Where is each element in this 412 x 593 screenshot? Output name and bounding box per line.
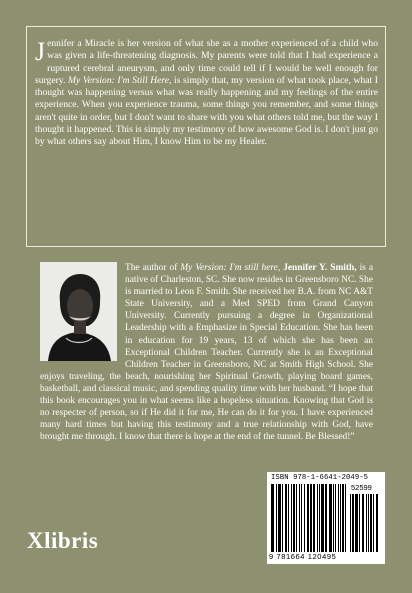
- barcode-digits: 9 781664 120495: [269, 552, 337, 561]
- isbn-barcode: [267, 472, 385, 564]
- barcode-bar: [338, 484, 339, 552]
- barcode-bar: [370, 494, 372, 552]
- barcode-bar: [299, 484, 300, 552]
- isbn-number: ISBN 978-1-6641-2049-5: [271, 474, 369, 482]
- blurb-text-2: is simply that, my version of what took place, what I thought was happening versus what was really happening and my feelings of the entire experience. When you experience trauma, some things you remember, and some things aren't quite in order, but I don't want to share with you what others told me, but the way I thought it happened. This is simply my testimony of how awesome God is. I don't just go by what others say about Him, I know Him to be my Healer.: [35, 74, 378, 148]
- barcode-bar: [293, 484, 295, 552]
- barcode-bar: [317, 484, 318, 552]
- barcode-bar: [373, 494, 374, 552]
- barcode-bar: [359, 494, 360, 552]
- barcode-bar: [310, 484, 312, 552]
- barcode-bar: [313, 484, 315, 552]
- barcode-bar: [362, 494, 364, 552]
- bio-intro: The author of: [125, 263, 181, 273]
- barcode-bar: [340, 484, 341, 552]
- barcode-bar: [350, 494, 351, 552]
- barcode-bar: [276, 484, 277, 552]
- blurb-book-title: My Version: I'm Still Here,: [67, 74, 172, 86]
- author-photo: [40, 262, 117, 361]
- ean-barcode-bars: [271, 484, 347, 552]
- barcode-bar: [285, 484, 287, 552]
- barcode-bar: [271, 484, 274, 552]
- bio-book-title: My Version: I'm still here,: [180, 263, 281, 273]
- barcode-bar: [345, 484, 346, 552]
- drop-cap: J: [35, 37, 46, 66]
- publisher-logo: Xlibris: [27, 528, 99, 553]
- barcode-bar: [355, 494, 358, 552]
- author-bio: [40, 262, 373, 443]
- barcode-bar: [288, 484, 289, 552]
- barcode-bar: [352, 494, 354, 552]
- barcode-bar: [296, 484, 297, 552]
- author-portrait-image: [40, 262, 117, 361]
- barcode-bar: [291, 484, 292, 552]
- barcode-bar: [366, 494, 367, 552]
- barcode-bar: [333, 484, 334, 552]
- barcode-bar: [319, 484, 320, 552]
- barcode-bar: [342, 484, 344, 552]
- barcode-bar: [376, 494, 378, 552]
- barcode-bar: [282, 484, 283, 552]
- price-addon-number: 52599: [351, 483, 372, 492]
- barcode-bar: [368, 494, 369, 552]
- barcode-bar: [335, 484, 336, 552]
- barcode-bar: [307, 484, 309, 552]
- barcode-bar: [325, 484, 327, 552]
- barcode-bar: [301, 484, 302, 552]
- barcode-bar: [278, 484, 281, 552]
- barcode-bar: [321, 484, 324, 552]
- barcode-bar: [329, 484, 332, 552]
- back-cover-blurb: [35, 38, 378, 149]
- barcode-bar: [304, 484, 305, 552]
- addon-barcode-bars: [350, 494, 380, 552]
- blurb-text-1: ennifer a Miracle is her version of what she as a mother experienced of a child who was given a life-threatening diagnosis. My parents were told that I had experience a ruptured cerebral aneurysm, and only time could tell if I would be well enough for surgery.: [35, 38, 378, 86]
- bio-text: is a native of Charleston, SC. She now resides in Greensboro NC. She is married to Leon F. Smith. She received her B.A. from NC A&T State University, and a Med SPED from Grand Canyon University. Currently pursuing a degree in Organizational Leadership with a Emphasize in Special Education. She has been in education for 19 years, 13 of which she has been an Exceptional Children Teacher. Currently she is an Exceptional Children Teacher in Greensboro, NC at Smith High School. She enjoys traveling, the beach, nourishing her Spiritual Growth, playing board games, basketball, and classical music, and spending quality time with her husband. “I hope that this book encourages you in what seems like a hopeless situation. Knowing that God is no respecter of person, so if He did it for me, He can do it for you. I have experienced many hard times but having this testimony and a true relationship with God, have brought me through. I know that there is hope at the end of the tunnel. Be Blessed!”: [40, 263, 373, 443]
- author-name: Jennifer Y. Smith,: [283, 263, 357, 273]
